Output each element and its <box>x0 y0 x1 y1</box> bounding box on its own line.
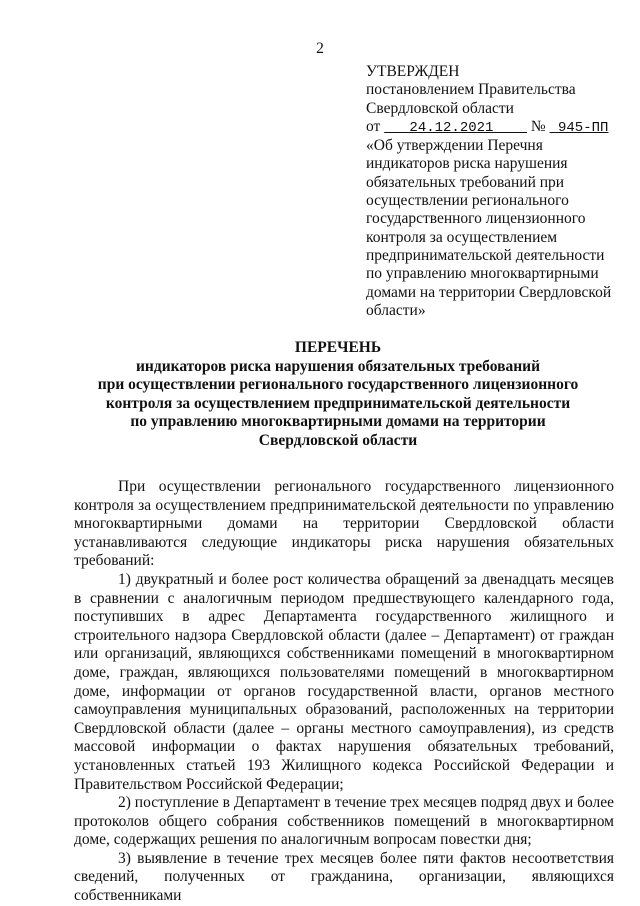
approval-stamp <box>366 63 616 320</box>
title-line: по управлению многоквартирными домами на территории <box>130 413 546 431</box>
title-line: индикаторов риска нарушения обязательных требований <box>136 357 540 375</box>
document-body <box>74 478 614 906</box>
approval-date-line <box>366 118 616 137</box>
approval-heading: УТВЕРЖДЕН <box>366 63 460 80</box>
title-line: контроля за осуществлением предпринимательской деятельности <box>105 394 571 412</box>
approval-line-2: Свердловской области <box>366 99 514 117</box>
title-line: Свердловской области <box>258 431 418 449</box>
document-title <box>60 339 616 451</box>
indicator-item-3: 3) выявление в течение трех месяцев более пяти фактов несоответствия сведений, полученных от гражданина, организации, являющихся собственниками <box>74 849 614 905</box>
approval-line-1: постановлением Правительства <box>366 81 576 99</box>
decree-title: «Об утверждении Перечня индикаторов риска нарушения обязательных требований при осуществлении регионального государственного лицензионного контроля за осуществлением предпринимательской деятельности по управлению многоквартирными домами на территории Свердловской области» <box>366 137 612 319</box>
indicator-item-1: 1) двукратный и более рост количества обращений за двенадцать месяцев в сравнении с аналогичным периодом предшествующего календарного года, поступивших в адрес Департамента государственного жилищного и строительного надзора Свердловской области (далее – Департамент) от граждан или организаций, являющихся собственниками помещений в многоквартирном доме, граждан, являющихся пользователями помещений в многоквартирном доме, информации от органов государственной власти, органов местного самоуправления муниципальных образований, расположенных на территории Свердловской области (далее – органы местного самоуправления), из средств массовой информации о фактах нарушения обязательных требований, установленных статьей 193 Жилищного кодекса Российской Федерации и Правительством Российской Федерации; <box>74 570 614 793</box>
date-prefix: от <box>366 117 381 135</box>
title-heading: ПЕРЕЧЕНЬ <box>294 339 382 356</box>
page-number: 2 <box>316 40 324 57</box>
intro-paragraph: При осуществлении регионального государственного лицензионного контроля за осуществлением предпринимательской деятельности по управлению многоквартирными домами на территории Свердловской области устанавливаются следующие индикаторы риска нарушения обязательных требований: <box>74 478 614 570</box>
decree-number: 945-ПП <box>558 119 609 136</box>
number-prefix: № <box>530 117 546 135</box>
decree-date: 24.12.2021 <box>409 119 494 136</box>
indicator-item-2: 2) поступление в Департамент в течение трех месяцев подряд двух и более протоколов общего собрания собственников помещений в многоквартирном доме, содержащих решения по аналогичным вопросам повестки дня; <box>74 794 614 849</box>
title-line: при осуществлении регионального государственного лицензионного <box>97 376 579 394</box>
